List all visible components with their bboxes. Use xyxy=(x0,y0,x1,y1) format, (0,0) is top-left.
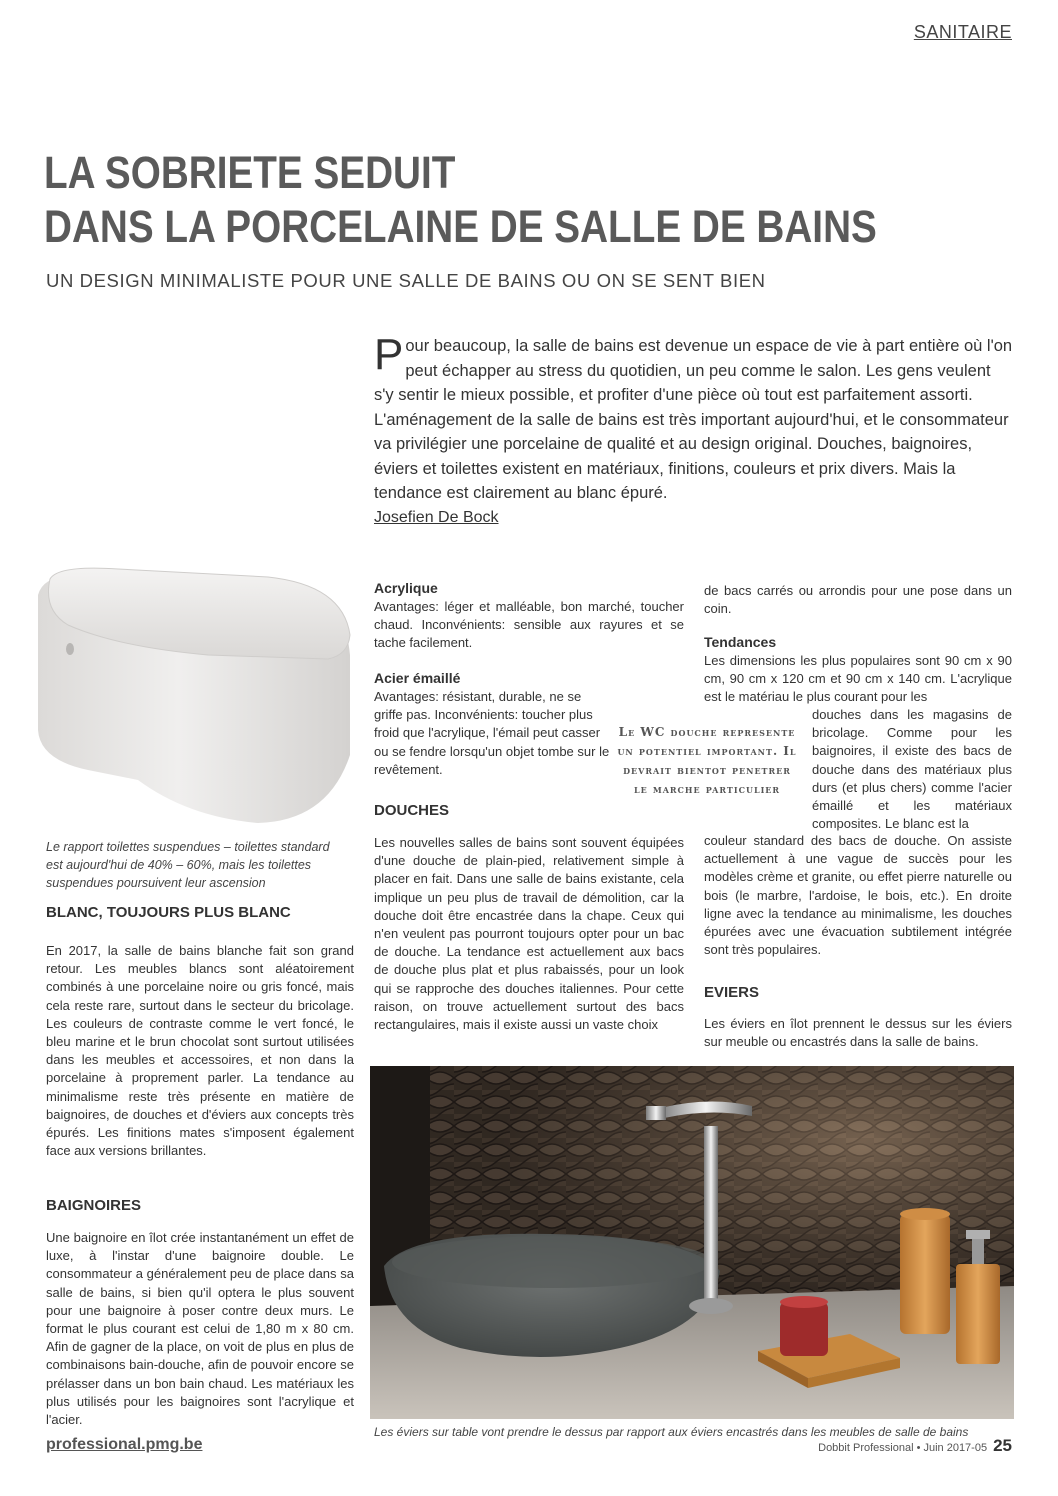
toilet-caption: Le rapport toilettes suspendues – toilettes standard est aujourd'hui de 40% – 60%, mais les toilettes suspendues poursuivent leur ascension xyxy=(46,840,330,890)
tendances-heading: Tendances xyxy=(704,634,777,650)
tendances-text-1: Les dimensions les plus populaires sont 90 cm x 90 cm, 90 cm x 120 cm et 90 cm x 140 cm. L'acrylique est le matériau le plus courant pour les xyxy=(704,653,1012,705)
acrylique-heading: Acrylique xyxy=(374,580,438,596)
toilet-photo xyxy=(28,555,358,830)
acrylique-text: Avantages: léger et malléable, bon marché, toucher chaud. Inconvénients: sensible aux rayures et se tache facilement. xyxy=(374,599,684,651)
publication-info: Dobbit Professional • Juin 2017-05 xyxy=(818,1442,988,1454)
article-title xyxy=(44,146,887,254)
drop-cap: P xyxy=(374,330,404,379)
eviers-heading: EVIERS xyxy=(704,984,760,1001)
section-tag: SANITAIRE xyxy=(913,22,1012,42)
baignoires-heading: BAIGNOIRES xyxy=(46,1197,142,1214)
tendances-text-2: douches dans les magasins de bricolage. Comme pour les baignoires, il existe des bacs de douche dans des matériaux plus durs (et plus chers) comme l'acier émaillé et les matériaux composites. Le blanc est la xyxy=(812,707,1012,832)
intro-paragraph xyxy=(374,330,1014,506)
baignoires-text: Une baignoire en îlot crée instantanément un effet de luxe, à l'instar d'une baignoire double. Le consommateur a généralement peu de place dans sa salle de bains, si bien qu'il optera le plus souvent pour une baignoire à poser contre deux murs. Le format le plus courant est celui de 1,80 m x 80 cm. Afin de gagner de la place, on voit de plus en plus de combinaisons bain-douche, afin de pouvoir encore se prélasser dans un bon bain chaud. Les matériaux les plus utilisés pour les baignoires sont l'acrylique et l'acier. xyxy=(46,1230,354,1428)
author-byline: Josefien De Bock xyxy=(374,509,499,526)
title-line-1: LA SOBRIETE SEDUIT xyxy=(44,147,456,198)
acier-heading: Acier émaillé xyxy=(374,670,461,686)
article-subtitle: UN DESIGN MINIMALISTE POUR UNE SALLE DE BAINS OU ON SE SENT BIEN xyxy=(46,270,766,291)
page-number: 25 xyxy=(993,1436,1012,1455)
eviers-text: Les éviers en îlot prennent le dessus sur les éviers sur meuble ou encastrés dans la salle de bains. xyxy=(704,1016,1012,1050)
right-top-text: de bacs carrés ou arrondis pour une pose dans un coin. xyxy=(704,583,1012,617)
douches-text: Les nouvelles salles de bains sont souvent équipées d'une douche de plain-pied, relativement simple à placer en fait. Dans une salle de bains existante, cela implique un peu plus de travail de démolition, car la douche doit être encastrée dans la chape. Ceux qui n'en veulent pas pourront toujours opter pour un bac de douche. La tendance est actuellement aux bacs de douche plus plat et plus rabaissés, pour un look qui se rapproche des douches italiennes. Pour cette raison, on trouve actuellement surtout des bacs rectangulaires, mais il existe aussi un vaste choix xyxy=(374,835,684,1033)
blanc-heading: BLANC, TOUJOURS PLUS BLANC xyxy=(46,904,291,921)
sink-photo xyxy=(370,1066,1014,1419)
douches-heading: DOUCHES xyxy=(374,802,450,819)
footer-publication xyxy=(818,1436,1012,1456)
tendances-text-3: couleur standard des bacs de douche. On assiste actuellement à une vague de succès pour les modèles crème et granite, ou effet pierre naturelle ou bois (le marbre, l'ardoise, le bois, etc.). En droite ligne avec la tendance au minimalisme, les douches épurées avec une évacuation subtilement intégrée sont très populaires. xyxy=(704,833,1012,958)
intro-text: our beaucoup, la salle de bains est devenue un espace de vie à part entière où l'on peut échapper au stress du quotidien, un peu comme le salon. Les gens veulent s'y sentir le mieux possible, et profiter d'une pièce où tout est parfaitement assorti. L'aménagement de la salle de bains est très important aujourd'hui, et le consommateur va privilégier une porcelaine de qualité et au design original. Douches, baignoires, éviers et toilettes existent en matériaux, finitions, couleurs et prix divers. Mais la tendance est clairement au blanc épuré. xyxy=(374,337,1013,502)
blanc-text: En 2017, la salle de bains blanche fait son grand retour. Les meubles blancs sont aléatoirement combinés à une porcelaine noire ou gris foncé, mais cela reste rare, surtout dans le secteur du bricolage. Les couleurs de contraste comme le vert foncé, le bleu marine et le brun chocolat sont surtout utilisées dans les meubles et accessoires, et non dans la porcelaine à proprement parler. La tendance au minimalisme reste très présente en matière de baignoires, de douches et d'éviers aux concepts très épurés. Les finitions mates s'imposent également face aux versions brillantes. xyxy=(46,943,354,1159)
sink-caption: Les éviers sur table vont prendre le dessus par rapport aux éviers encastrés dans les meubles de salle de bains xyxy=(374,1425,969,1439)
pull-quote: Le WC douche represente un potentiel important. Il devrait bientot penetrer le marche particulier xyxy=(617,725,797,796)
acier-text: Avantages: résistant, durable, ne se griffe pas. Inconvénients: toucher plus froid que l'acrylique, l'émail peut casser ou se fendre lorsqu'un objet tombe sur le revêtement. xyxy=(374,689,610,777)
title-line-2: DANS LA PORCELAINE DE SALLE DE BAINS xyxy=(44,201,877,252)
footer-website-link[interactable]: professional.pmg.be xyxy=(46,1436,203,1453)
